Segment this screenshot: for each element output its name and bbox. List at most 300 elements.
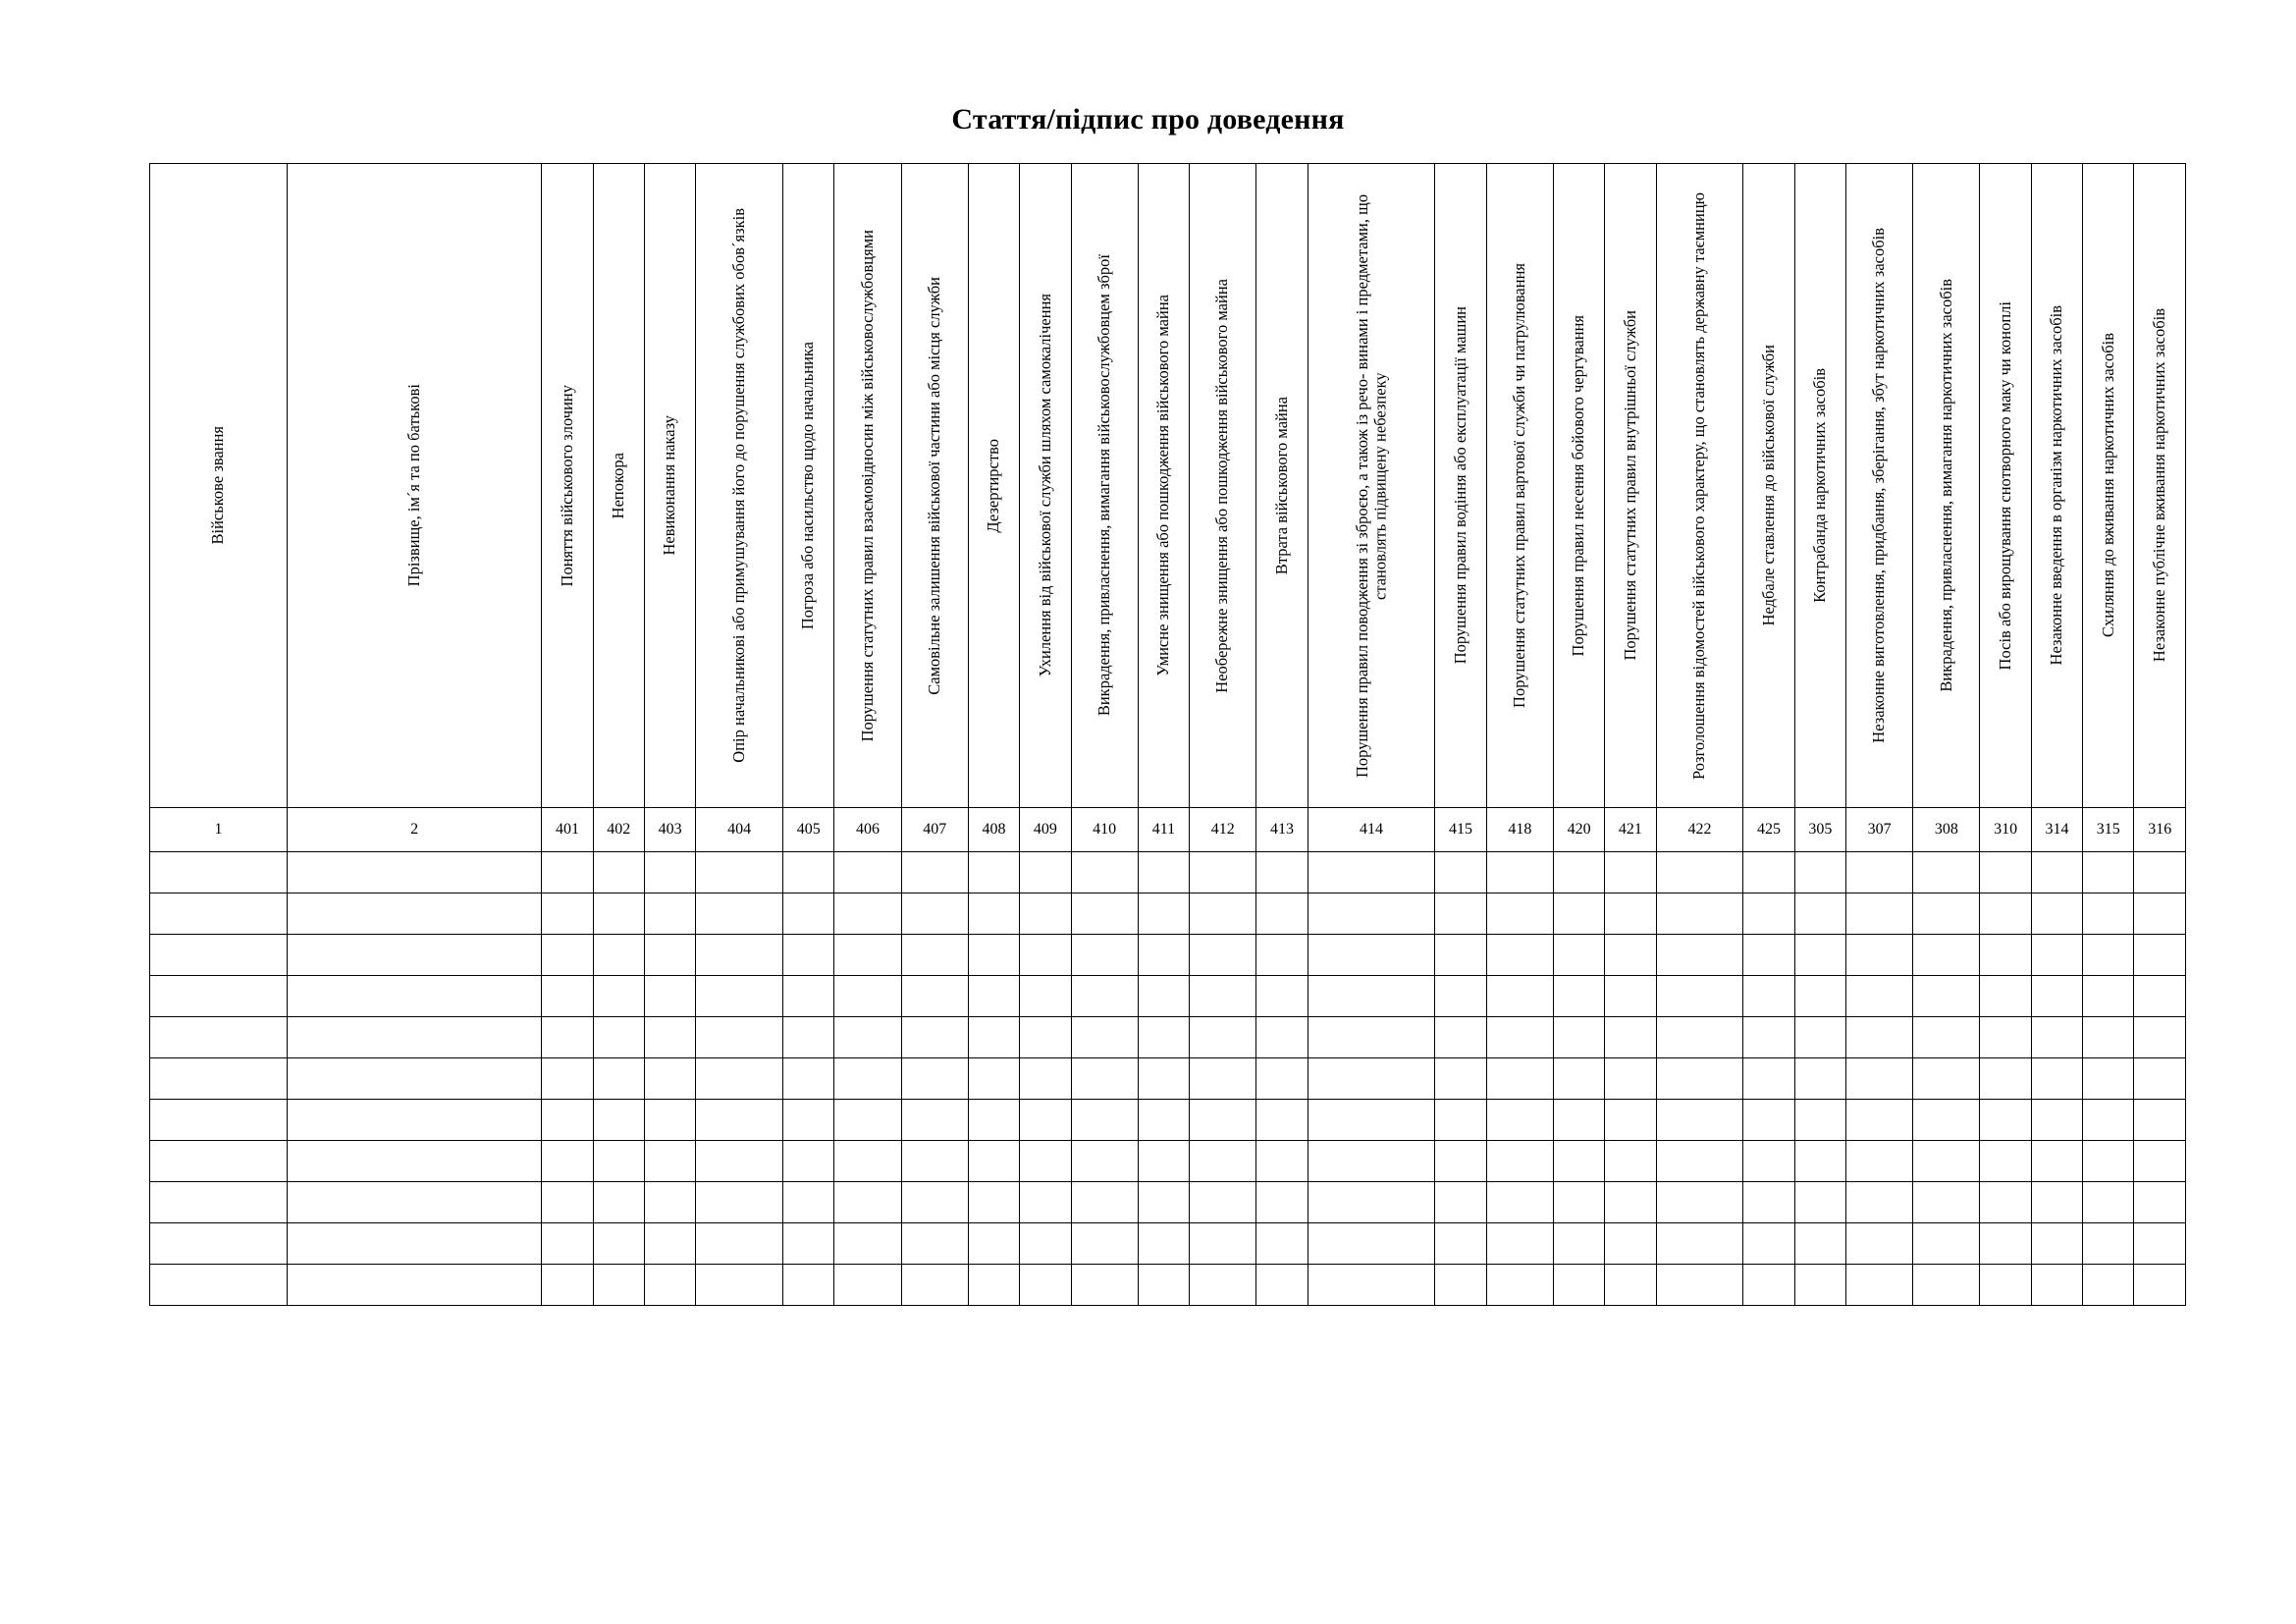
table-cell[interactable] xyxy=(783,852,834,893)
table-cell[interactable] xyxy=(150,935,288,976)
table-cell[interactable] xyxy=(901,893,968,935)
table-cell[interactable] xyxy=(2031,1265,2082,1306)
table-cell[interactable] xyxy=(1256,1265,1308,1306)
table-cell[interactable] xyxy=(287,852,541,893)
table-cell[interactable] xyxy=(1845,935,1912,976)
table-cell[interactable] xyxy=(593,893,644,935)
table-cell[interactable] xyxy=(287,935,541,976)
table-cell[interactable] xyxy=(1913,1141,1980,1182)
table-cell[interactable] xyxy=(593,1223,644,1265)
table-cell[interactable] xyxy=(1071,893,1138,935)
table-cell[interactable] xyxy=(968,1141,1019,1182)
table-cell[interactable] xyxy=(150,893,288,935)
table-cell[interactable] xyxy=(1605,1141,1656,1182)
table-cell[interactable] xyxy=(1605,976,1656,1017)
table-cell[interactable] xyxy=(1435,1265,1486,1306)
table-cell[interactable] xyxy=(1256,976,1308,1017)
table-cell[interactable] xyxy=(1308,852,1435,893)
table-cell[interactable] xyxy=(696,1182,783,1223)
table-cell[interactable] xyxy=(1020,1223,1071,1265)
table-cell[interactable] xyxy=(287,1223,541,1265)
table-cell[interactable] xyxy=(1020,976,1071,1017)
table-cell[interactable] xyxy=(1138,1058,1189,1100)
table-cell[interactable] xyxy=(1656,1141,1743,1182)
table-cell[interactable] xyxy=(1743,1141,1794,1182)
table-cell[interactable] xyxy=(1020,1058,1071,1100)
table-cell[interactable] xyxy=(1743,1182,1794,1223)
table-cell[interactable] xyxy=(1308,893,1435,935)
table-cell[interactable] xyxy=(287,1265,541,1306)
table-cell[interactable] xyxy=(593,1100,644,1141)
table-cell[interactable] xyxy=(1656,935,1743,976)
table-cell[interactable] xyxy=(2031,1017,2082,1058)
table-cell[interactable] xyxy=(901,935,968,976)
table-cell[interactable] xyxy=(1980,893,2031,935)
table-cell[interactable] xyxy=(1020,1182,1071,1223)
table-cell[interactable] xyxy=(1845,1182,1912,1223)
table-cell[interactable] xyxy=(1743,852,1794,893)
table-cell[interactable] xyxy=(1435,935,1486,976)
table-cell[interactable] xyxy=(150,1182,288,1223)
table-cell[interactable] xyxy=(1605,1100,1656,1141)
table-cell[interactable] xyxy=(1845,1223,1912,1265)
table-cell[interactable] xyxy=(1486,1182,1553,1223)
table-cell[interactable] xyxy=(1553,1017,1604,1058)
table-cell[interactable] xyxy=(2083,1265,2134,1306)
table-cell[interactable] xyxy=(1553,1100,1604,1141)
table-cell[interactable] xyxy=(644,893,695,935)
table-cell[interactable] xyxy=(1071,935,1138,976)
table-cell[interactable] xyxy=(901,1058,968,1100)
table-cell[interactable] xyxy=(542,1265,593,1306)
table-cell[interactable] xyxy=(1256,1100,1308,1141)
table-cell[interactable] xyxy=(901,852,968,893)
table-cell[interactable] xyxy=(2083,893,2134,935)
table-cell[interactable] xyxy=(1308,1058,1435,1100)
table-cell[interactable] xyxy=(1605,935,1656,976)
table-cell[interactable] xyxy=(1980,1100,2031,1141)
table-cell[interactable] xyxy=(1020,935,1071,976)
table-cell[interactable] xyxy=(1138,1017,1189,1058)
table-cell[interactable] xyxy=(1138,1182,1189,1223)
table-cell[interactable] xyxy=(1020,893,1071,935)
table-cell[interactable] xyxy=(2134,1141,2186,1182)
table-cell[interactable] xyxy=(1020,1017,1071,1058)
table-cell[interactable] xyxy=(1656,893,1743,935)
table-cell[interactable] xyxy=(1256,1141,1308,1182)
table-cell[interactable] xyxy=(1794,1058,1845,1100)
table-cell[interactable] xyxy=(542,1182,593,1223)
table-cell[interactable] xyxy=(644,1017,695,1058)
table-cell[interactable] xyxy=(287,1100,541,1141)
table-cell[interactable] xyxy=(1071,976,1138,1017)
table-cell[interactable] xyxy=(1308,976,1435,1017)
table-cell[interactable] xyxy=(1435,1017,1486,1058)
table-cell[interactable] xyxy=(901,1017,968,1058)
table-cell[interactable] xyxy=(1435,1141,1486,1182)
table-cell[interactable] xyxy=(696,1058,783,1100)
table-cell[interactable] xyxy=(1605,1058,1656,1100)
table-cell[interactable] xyxy=(1435,976,1486,1017)
table-cell[interactable] xyxy=(593,1017,644,1058)
table-cell[interactable] xyxy=(1743,1223,1794,1265)
table-cell[interactable] xyxy=(1913,1182,1980,1223)
table-cell[interactable] xyxy=(1845,1141,1912,1182)
table-cell[interactable] xyxy=(1020,1100,1071,1141)
table-cell[interactable] xyxy=(1190,935,1256,976)
table-cell[interactable] xyxy=(783,1141,834,1182)
table-cell[interactable] xyxy=(2031,1058,2082,1100)
table-cell[interactable] xyxy=(1435,1223,1486,1265)
table-cell[interactable] xyxy=(2031,1182,2082,1223)
table-cell[interactable] xyxy=(1256,1182,1308,1223)
table-cell[interactable] xyxy=(1435,852,1486,893)
table-cell[interactable] xyxy=(1794,893,1845,935)
table-cell[interactable] xyxy=(2083,1223,2134,1265)
table-cell[interactable] xyxy=(1656,1182,1743,1223)
table-cell[interactable] xyxy=(644,976,695,1017)
table-cell[interactable] xyxy=(1486,1100,1553,1141)
table-cell[interactable] xyxy=(2083,1141,2134,1182)
table-cell[interactable] xyxy=(1071,852,1138,893)
table-cell[interactable] xyxy=(1845,976,1912,1017)
table-cell[interactable] xyxy=(1190,1100,1256,1141)
table-cell[interactable] xyxy=(901,976,968,1017)
table-cell[interactable] xyxy=(2083,1182,2134,1223)
table-cell[interactable] xyxy=(2134,893,2186,935)
table-cell[interactable] xyxy=(1743,1058,1794,1100)
table-cell[interactable] xyxy=(1656,852,1743,893)
table-cell[interactable] xyxy=(1794,935,1845,976)
table-cell[interactable] xyxy=(1308,1017,1435,1058)
table-cell[interactable] xyxy=(1190,1017,1256,1058)
table-cell[interactable] xyxy=(1256,1017,1308,1058)
table-cell[interactable] xyxy=(1980,1058,2031,1100)
table-cell[interactable] xyxy=(1190,852,1256,893)
table-cell[interactable] xyxy=(901,1100,968,1141)
table-cell[interactable] xyxy=(1435,893,1486,935)
table-cell[interactable] xyxy=(696,1141,783,1182)
table-cell[interactable] xyxy=(1845,1058,1912,1100)
table-cell[interactable] xyxy=(1913,1017,1980,1058)
table-cell[interactable] xyxy=(287,976,541,1017)
table-cell[interactable] xyxy=(1190,1141,1256,1182)
table-cell[interactable] xyxy=(968,1100,1019,1141)
table-cell[interactable] xyxy=(1605,893,1656,935)
table-cell[interactable] xyxy=(2083,976,2134,1017)
table-cell[interactable] xyxy=(1743,1265,1794,1306)
table-cell[interactable] xyxy=(1138,1141,1189,1182)
table-cell[interactable] xyxy=(1256,852,1308,893)
table-cell[interactable] xyxy=(696,1017,783,1058)
table-cell[interactable] xyxy=(150,1265,288,1306)
table-cell[interactable] xyxy=(1486,935,1553,976)
table-cell[interactable] xyxy=(593,852,644,893)
table-cell[interactable] xyxy=(2031,935,2082,976)
table-cell[interactable] xyxy=(593,1141,644,1182)
table-cell[interactable] xyxy=(783,1265,834,1306)
table-cell[interactable] xyxy=(1486,1058,1553,1100)
table-cell[interactable] xyxy=(1980,976,2031,1017)
table-cell[interactable] xyxy=(2031,852,2082,893)
table-cell[interactable] xyxy=(1138,976,1189,1017)
table-cell[interactable] xyxy=(1845,1017,1912,1058)
table-cell[interactable] xyxy=(1138,893,1189,935)
table-cell[interactable] xyxy=(834,1017,901,1058)
table-cell[interactable] xyxy=(2134,976,2186,1017)
table-cell[interactable] xyxy=(150,852,288,893)
table-cell[interactable] xyxy=(1553,1182,1604,1223)
table-cell[interactable] xyxy=(1071,1017,1138,1058)
table-cell[interactable] xyxy=(1980,1265,2031,1306)
table-cell[interactable] xyxy=(783,1100,834,1141)
table-cell[interactable] xyxy=(2031,976,2082,1017)
table-cell[interactable] xyxy=(1435,1100,1486,1141)
table-cell[interactable] xyxy=(783,976,834,1017)
table-cell[interactable] xyxy=(783,935,834,976)
table-cell[interactable] xyxy=(1743,1017,1794,1058)
table-cell[interactable] xyxy=(901,1141,968,1182)
table-cell[interactable] xyxy=(1794,1100,1845,1141)
table-cell[interactable] xyxy=(644,1100,695,1141)
table-cell[interactable] xyxy=(696,976,783,1017)
table-cell[interactable] xyxy=(542,976,593,1017)
table-cell[interactable] xyxy=(150,1100,288,1141)
table-cell[interactable] xyxy=(2083,935,2134,976)
table-cell[interactable] xyxy=(2134,1058,2186,1100)
table-cell[interactable] xyxy=(1308,1100,1435,1141)
table-cell[interactable] xyxy=(1656,976,1743,1017)
table-cell[interactable] xyxy=(1845,852,1912,893)
table-cell[interactable] xyxy=(1553,1265,1604,1306)
table-cell[interactable] xyxy=(644,935,695,976)
table-cell[interactable] xyxy=(2134,1265,2186,1306)
table-cell[interactable] xyxy=(1605,1017,1656,1058)
table-cell[interactable] xyxy=(696,1223,783,1265)
table-cell[interactable] xyxy=(696,935,783,976)
table-cell[interactable] xyxy=(2134,935,2186,976)
table-cell[interactable] xyxy=(1435,1182,1486,1223)
table-cell[interactable] xyxy=(1190,1223,1256,1265)
table-cell[interactable] xyxy=(593,1182,644,1223)
table-cell[interactable] xyxy=(1308,1265,1435,1306)
table-cell[interactable] xyxy=(696,1100,783,1141)
table-cell[interactable] xyxy=(1138,935,1189,976)
table-cell[interactable] xyxy=(1980,1223,2031,1265)
table-cell[interactable] xyxy=(1071,1058,1138,1100)
table-cell[interactable] xyxy=(2031,893,2082,935)
table-cell[interactable] xyxy=(1486,1017,1553,1058)
table-cell[interactable] xyxy=(1743,1100,1794,1141)
table-cell[interactable] xyxy=(968,976,1019,1017)
table-cell[interactable] xyxy=(1794,1182,1845,1223)
table-cell[interactable] xyxy=(1913,1223,1980,1265)
table-cell[interactable] xyxy=(901,1223,968,1265)
table-cell[interactable] xyxy=(834,976,901,1017)
table-cell[interactable] xyxy=(1743,976,1794,1017)
table-cell[interactable] xyxy=(1605,1223,1656,1265)
table-cell[interactable] xyxy=(150,1058,288,1100)
table-cell[interactable] xyxy=(968,1265,1019,1306)
table-cell[interactable] xyxy=(1913,852,1980,893)
table-cell[interactable] xyxy=(901,1182,968,1223)
table-cell[interactable] xyxy=(1845,1265,1912,1306)
table-cell[interactable] xyxy=(968,852,1019,893)
table-cell[interactable] xyxy=(2134,852,2186,893)
table-cell[interactable] xyxy=(1553,1223,1604,1265)
table-cell[interactable] xyxy=(1794,1017,1845,1058)
table-cell[interactable] xyxy=(1256,1058,1308,1100)
table-cell[interactable] xyxy=(1308,1223,1435,1265)
table-cell[interactable] xyxy=(834,1100,901,1141)
table-cell[interactable] xyxy=(1308,1141,1435,1182)
table-cell[interactable] xyxy=(1794,1265,1845,1306)
table-cell[interactable] xyxy=(542,893,593,935)
table-cell[interactable] xyxy=(1980,935,2031,976)
table-cell[interactable] xyxy=(1656,1058,1743,1100)
table-cell[interactable] xyxy=(968,893,1019,935)
table-cell[interactable] xyxy=(1794,976,1845,1017)
table-cell[interactable] xyxy=(1913,1265,1980,1306)
table-cell[interactable] xyxy=(834,1141,901,1182)
table-cell[interactable] xyxy=(644,1141,695,1182)
table-cell[interactable] xyxy=(1605,852,1656,893)
table-cell[interactable] xyxy=(1256,1223,1308,1265)
table-cell[interactable] xyxy=(1794,852,1845,893)
table-cell[interactable] xyxy=(644,1265,695,1306)
table-cell[interactable] xyxy=(1656,1223,1743,1265)
table-cell[interactable] xyxy=(968,1058,1019,1100)
table-cell[interactable] xyxy=(150,1017,288,1058)
table-cell[interactable] xyxy=(1656,1265,1743,1306)
table-cell[interactable] xyxy=(2083,1100,2134,1141)
table-cell[interactable] xyxy=(2031,1141,2082,1182)
table-cell[interactable] xyxy=(1743,935,1794,976)
table-cell[interactable] xyxy=(1071,1223,1138,1265)
table-cell[interactable] xyxy=(834,852,901,893)
table-cell[interactable] xyxy=(2031,1100,2082,1141)
table-cell[interactable] xyxy=(968,935,1019,976)
table-cell[interactable] xyxy=(644,852,695,893)
table-cell[interactable] xyxy=(1980,1182,2031,1223)
table-cell[interactable] xyxy=(644,1058,695,1100)
table-cell[interactable] xyxy=(834,1265,901,1306)
table-cell[interactable] xyxy=(150,1141,288,1182)
table-cell[interactable] xyxy=(542,1223,593,1265)
table-cell[interactable] xyxy=(1553,893,1604,935)
table-cell[interactable] xyxy=(1138,1223,1189,1265)
table-cell[interactable] xyxy=(2083,1017,2134,1058)
table-cell[interactable] xyxy=(542,1017,593,1058)
table-cell[interactable] xyxy=(1020,1265,1071,1306)
table-cell[interactable] xyxy=(150,1223,288,1265)
table-cell[interactable] xyxy=(1980,1141,2031,1182)
table-cell[interactable] xyxy=(1071,1265,1138,1306)
table-cell[interactable] xyxy=(2134,1182,2186,1223)
table-cell[interactable] xyxy=(1486,1223,1553,1265)
table-cell[interactable] xyxy=(1553,935,1604,976)
table-cell[interactable] xyxy=(1486,1265,1553,1306)
table-cell[interactable] xyxy=(1071,1100,1138,1141)
table-cell[interactable] xyxy=(834,1058,901,1100)
table-cell[interactable] xyxy=(1913,1100,1980,1141)
table-cell[interactable] xyxy=(834,935,901,976)
table-cell[interactable] xyxy=(1913,935,1980,976)
table-cell[interactable] xyxy=(1071,1182,1138,1223)
table-cell[interactable] xyxy=(1190,1265,1256,1306)
table-cell[interactable] xyxy=(1486,976,1553,1017)
table-cell[interactable] xyxy=(1308,1182,1435,1223)
table-cell[interactable] xyxy=(696,852,783,893)
table-cell[interactable] xyxy=(287,1017,541,1058)
table-cell[interactable] xyxy=(2134,1017,2186,1058)
table-cell[interactable] xyxy=(968,1223,1019,1265)
table-cell[interactable] xyxy=(783,1223,834,1265)
table-cell[interactable] xyxy=(1190,976,1256,1017)
table-cell[interactable] xyxy=(1256,935,1308,976)
table-cell[interactable] xyxy=(644,1182,695,1223)
table-cell[interactable] xyxy=(968,1182,1019,1223)
table-cell[interactable] xyxy=(593,1058,644,1100)
table-cell[interactable] xyxy=(968,1017,1019,1058)
table-cell[interactable] xyxy=(287,1141,541,1182)
table-cell[interactable] xyxy=(834,893,901,935)
table-cell[interactable] xyxy=(1794,1223,1845,1265)
table-cell[interactable] xyxy=(1845,893,1912,935)
table-cell[interactable] xyxy=(1913,1058,1980,1100)
table-cell[interactable] xyxy=(593,976,644,1017)
table-cell[interactable] xyxy=(1486,852,1553,893)
table-cell[interactable] xyxy=(542,935,593,976)
table-cell[interactable] xyxy=(1980,852,2031,893)
table-cell[interactable] xyxy=(1138,1265,1189,1306)
table-cell[interactable] xyxy=(542,1141,593,1182)
table-cell[interactable] xyxy=(2134,1100,2186,1141)
table-cell[interactable] xyxy=(1656,1100,1743,1141)
table-cell[interactable] xyxy=(1913,976,1980,1017)
table-cell[interactable] xyxy=(1256,893,1308,935)
table-cell[interactable] xyxy=(901,1265,968,1306)
table-cell[interactable] xyxy=(287,893,541,935)
table-cell[interactable] xyxy=(1071,1141,1138,1182)
table-cell[interactable] xyxy=(542,1100,593,1141)
table-cell[interactable] xyxy=(783,1058,834,1100)
table-cell[interactable] xyxy=(783,1017,834,1058)
table-cell[interactable] xyxy=(287,1058,541,1100)
table-cell[interactable] xyxy=(696,1265,783,1306)
table-cell[interactable] xyxy=(1605,1182,1656,1223)
table-cell[interactable] xyxy=(1553,1058,1604,1100)
table-cell[interactable] xyxy=(2083,852,2134,893)
table-cell[interactable] xyxy=(1553,1141,1604,1182)
table-cell[interactable] xyxy=(1743,893,1794,935)
table-cell[interactable] xyxy=(593,935,644,976)
table-cell[interactable] xyxy=(1435,1058,1486,1100)
table-cell[interactable] xyxy=(1553,976,1604,1017)
table-cell[interactable] xyxy=(542,852,593,893)
table-cell[interactable] xyxy=(1913,893,1980,935)
table-cell[interactable] xyxy=(1138,852,1189,893)
table-cell[interactable] xyxy=(2083,1058,2134,1100)
table-cell[interactable] xyxy=(1020,852,1071,893)
table-cell[interactable] xyxy=(1190,1182,1256,1223)
table-cell[interactable] xyxy=(783,1182,834,1223)
table-cell[interactable] xyxy=(593,1265,644,1306)
table-cell[interactable] xyxy=(1020,1141,1071,1182)
table-cell[interactable] xyxy=(644,1223,695,1265)
table-cell[interactable] xyxy=(1138,1100,1189,1141)
table-cell[interactable] xyxy=(783,893,834,935)
